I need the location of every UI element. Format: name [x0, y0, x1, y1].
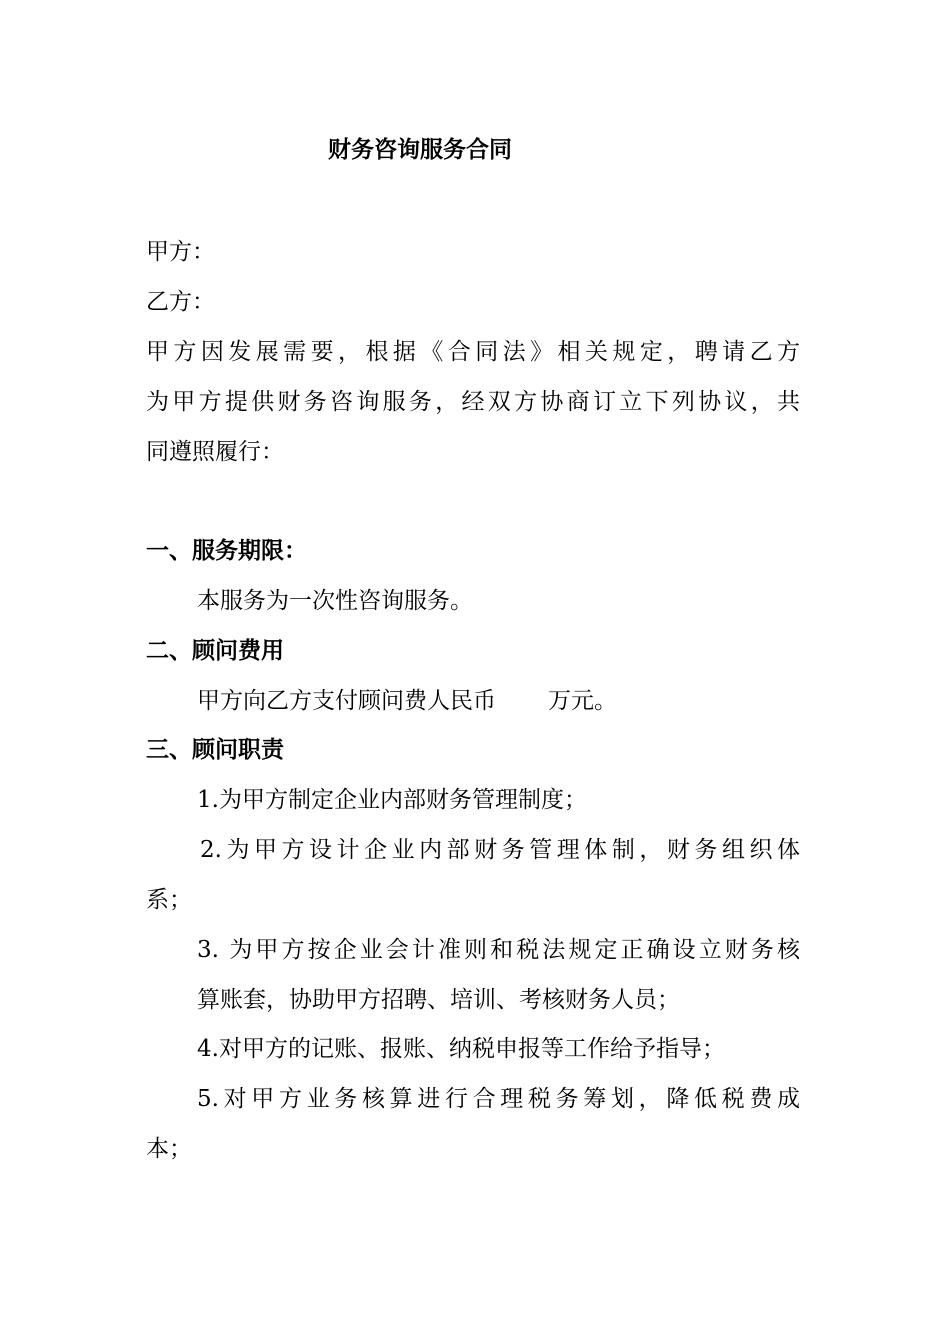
duty-item-1: 1.为甲方制定企业内部财务管理制度；	[197, 787, 587, 813]
duty-item-2-line-2: 系；	[146, 887, 192, 913]
section-2-heading: 二、顾问费用	[146, 637, 284, 664]
section-3-heading: 三、顾问职责	[146, 736, 284, 763]
duty-item-4: 4.对甲方的记账、报账、纳税申报等工作给予指导；	[197, 1036, 725, 1062]
fee-suffix: 万元。	[548, 688, 617, 714]
intro-line-3: 同遵照履行：	[146, 439, 284, 465]
document-title: 财务咨询服务合同	[328, 136, 512, 163]
section-1-heading: 一、服务期限：	[146, 537, 307, 564]
fee-sentence	[197, 685, 617, 717]
duty-item-5-line-1: 5.对甲方业务核算进行合理税务筹划，降低税费成	[197, 1086, 800, 1112]
intro-line-2: 为甲方提供财务咨询服务，经双方协商订立下列协议，共	[146, 389, 800, 415]
duty-item-2-line-1: 2.为甲方设计企业内部财务管理体制，财务组织体	[200, 837, 800, 863]
party-a-label: 甲方：	[146, 239, 215, 265]
duty-item-3-line-2: 算账套，协助甲方招聘、培训、考核财务人员；	[197, 987, 680, 1013]
section-1-body: 本服务为一次性咨询服务。	[197, 588, 473, 614]
duty-item-3-line-1: 3. 为甲方按企业会计准则和税法规定正确设立财务核	[197, 937, 800, 963]
party-b-label: 乙方：	[146, 289, 215, 315]
duty-item-5-line-2: 本；	[146, 1136, 192, 1162]
fee-prefix: 甲方向乙方支付顾问费人民币	[197, 688, 496, 714]
intro-line-1: 甲方因发展需要，根据《合同法》相关规定，聘请乙方	[146, 339, 800, 365]
